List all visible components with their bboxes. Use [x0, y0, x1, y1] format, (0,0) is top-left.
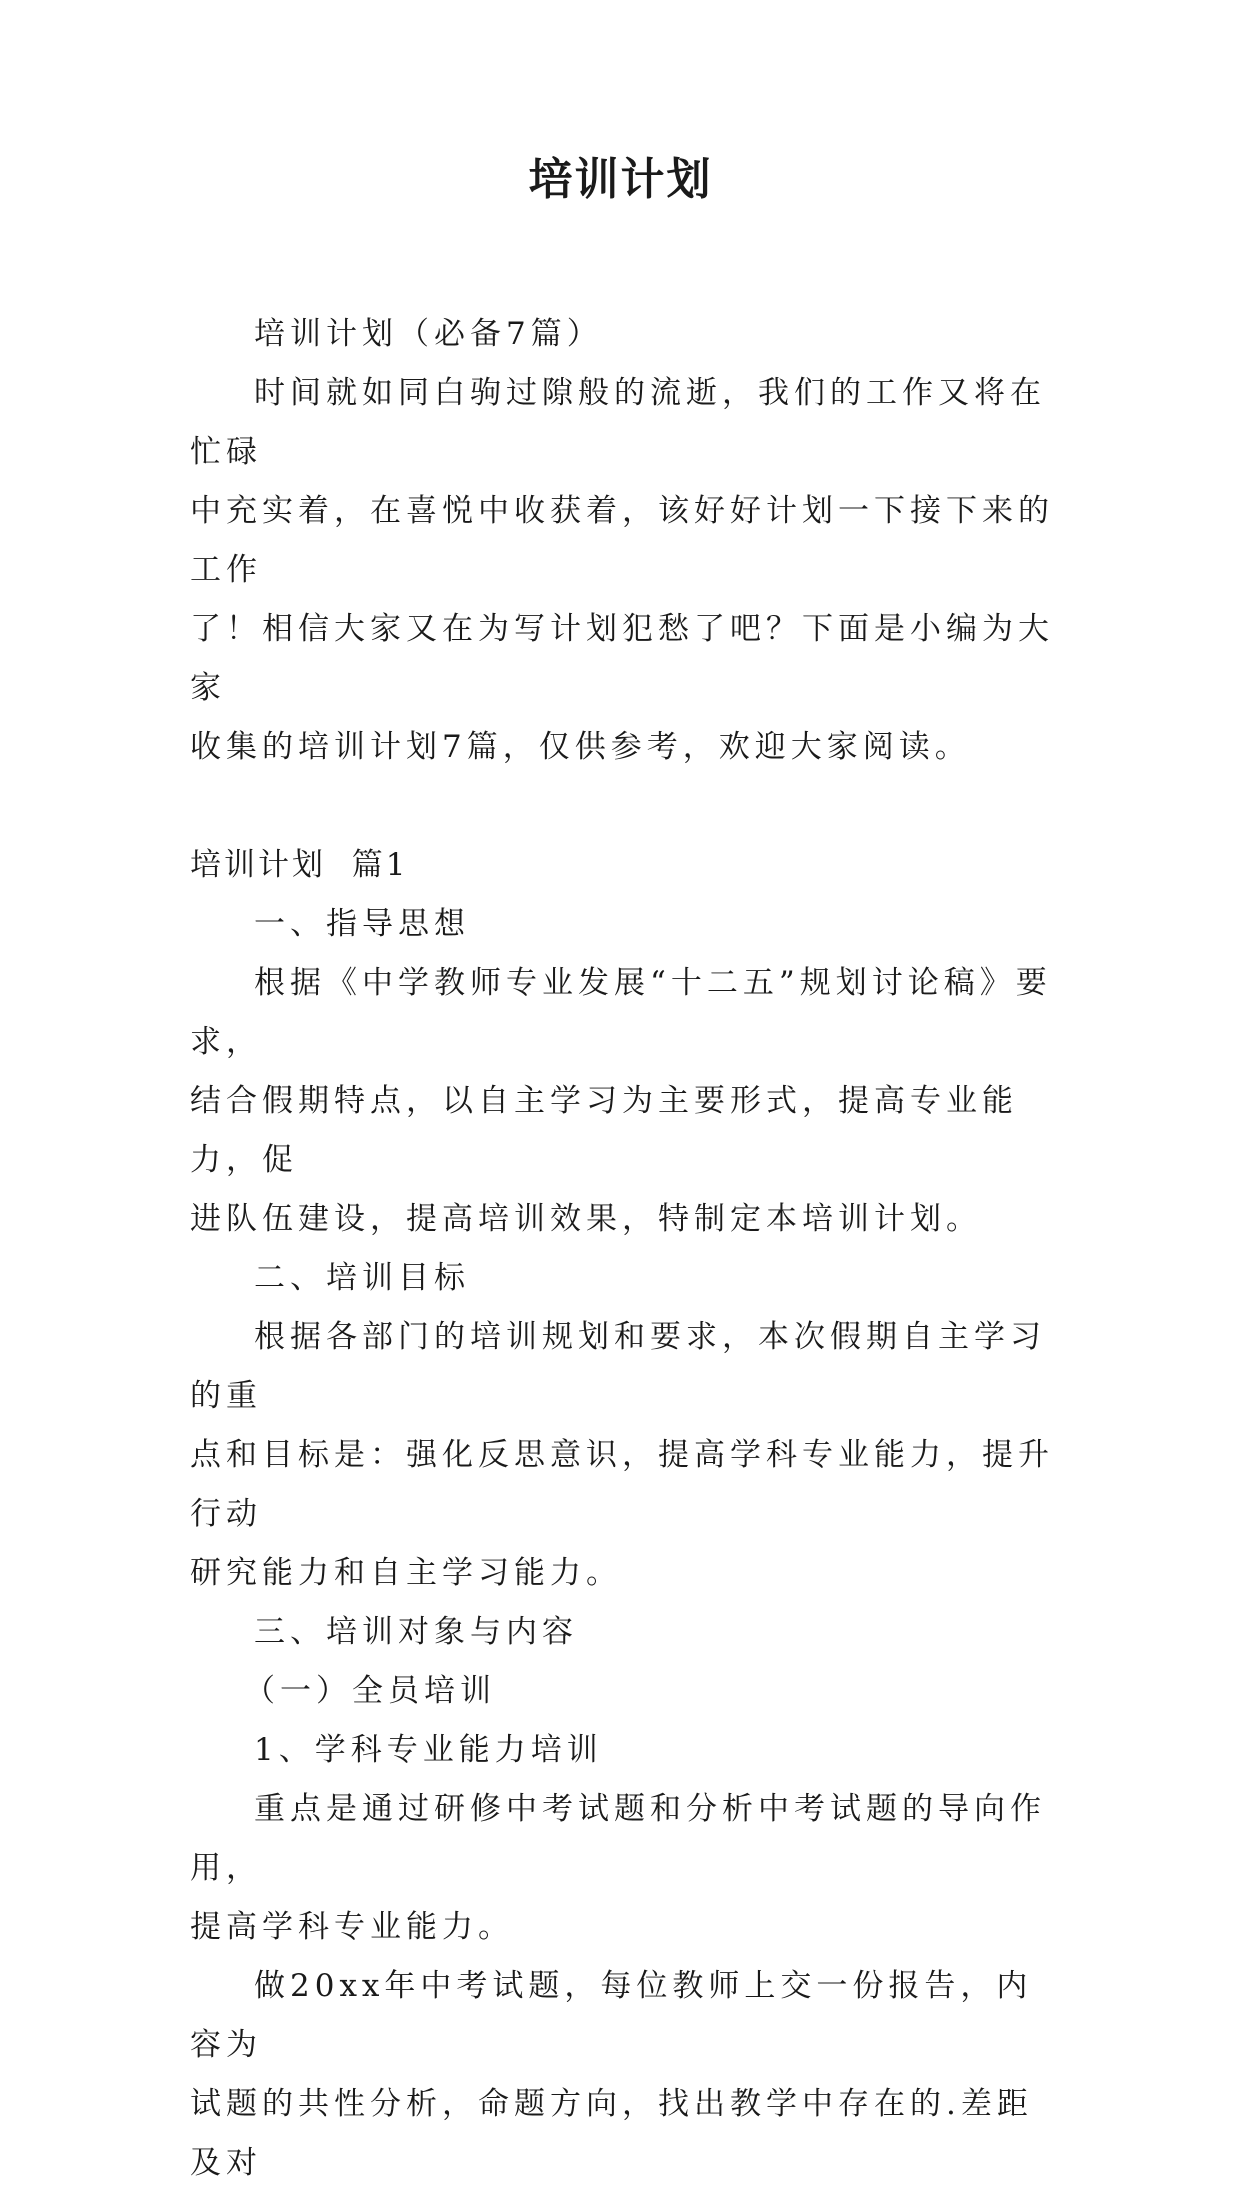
paragraph-line: 点和目标是：强化反思意识，提高学科专业能力，提升行动	[190, 1437, 1054, 1532]
subheading-all-staff-training: （一）全员培训	[244, 1673, 496, 1709]
paragraph-line: 研究能力和自主学习能力。	[190, 1555, 622, 1591]
document-body	[190, 305, 1060, 2193]
paragraph-line: 提高学科专业能力。	[190, 1909, 514, 1945]
document-subtitle: 培训计划（必备7篇）	[254, 316, 603, 352]
heading-training-goals: 二、培训目标	[254, 1260, 470, 1296]
section-heading: 培训计划 篇1	[190, 847, 409, 883]
paragraph-line: 结合假期特点，以自主学习为主要形式，提高专业能力，促	[190, 1083, 1018, 1178]
paragraph-line: 根据《中学教师专业发展“十二五”规划讨论稿》要求，	[190, 965, 1052, 1060]
intro-line: 收集的培训计划7篇，仅供参考，欢迎大家阅读。	[190, 729, 971, 765]
intro-line: 了！相信大家又在为写计划犯愁了吧？下面是小编为大家	[190, 611, 1054, 706]
intro-line: 中充实着，在喜悦中收获着，该好好计划一下接下来的工作	[190, 493, 1054, 588]
paragraph-line: 进队伍建设，提高培训效果，特制定本培训计划。	[190, 1201, 982, 1237]
document-title: 培训计划	[528, 154, 713, 205]
item-subject-ability-training: 1、学科专业能力培训	[254, 1732, 603, 1768]
intro-line: 时间就如同白驹过隙般的流逝，我们的工作又将在忙碌	[190, 375, 1046, 470]
heading-training-targets-content: 三、培训对象与内容	[254, 1614, 578, 1650]
paragraph-line: 做20xx年中考试题，每位教师上交一份报告，内容为	[190, 1968, 1033, 2063]
paragraph-gap	[190, 777, 1060, 836]
paragraph-line: 重点是通过研修中考试题和分析中考试题的导向作用，	[190, 1791, 1046, 1886]
paragraph-line: 试题的共性分析，命题方向，找出教学中存在的.差距及对	[190, 2086, 1033, 2181]
paragraph-line: 根据各部门的培训规划和要求，本次假期自主学习的重	[190, 1319, 1046, 1414]
heading-guiding-ideology: 一、指导思想	[254, 906, 470, 942]
